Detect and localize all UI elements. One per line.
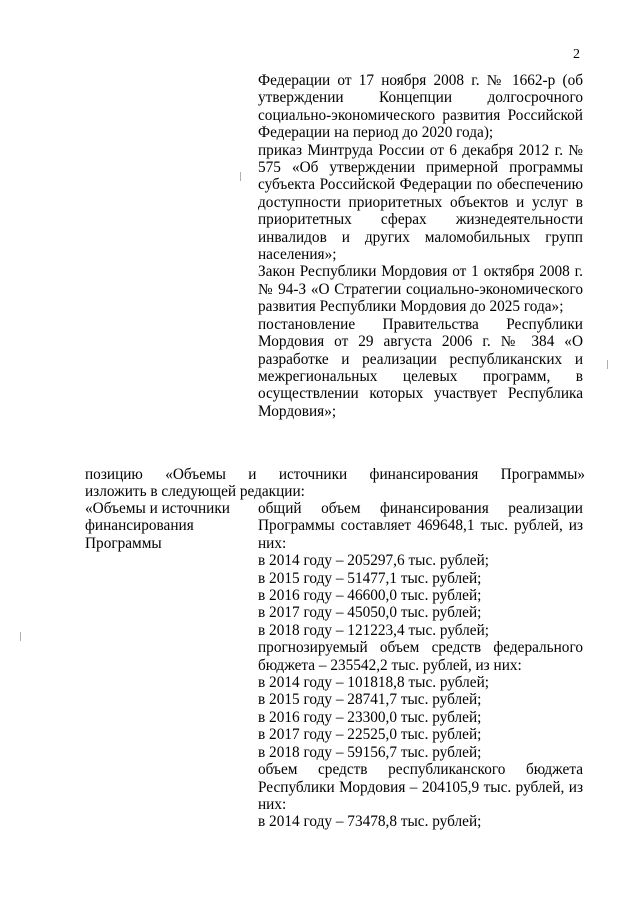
legal-basis-item: Закон Республики Мордовия от 1 октября 2008 г. № 94-З «О Стратегии социально-экономического развития Республики Мордовия до 2025 года»;	[258, 263, 583, 316]
financing-year-line: в 2014 году – 205297,6 тыс. рублей;	[258, 552, 490, 570]
financing-text	[258, 500, 583, 831]
intro-line: изложить в следующей редакции:	[85, 483, 305, 500]
financing-year-line: в 2018 году – 59156,7 тыс. рублей;	[258, 743, 482, 761]
financing-year-line: в 2017 году – 22525,0 тыс. рублей;	[258, 726, 482, 744]
financing-year-line: в 2016 году – 46600,0 тыс. рублей;	[258, 587, 482, 605]
financing-total: общий объем финансирования реализации Программы составляет 469648,1 тыс. рублей, из них:	[258, 500, 583, 552]
intro-line: позицию «Объемы и источники финансирования Программы»	[85, 466, 585, 483]
legal-basis-list	[258, 72, 583, 420]
page-number: 2	[573, 47, 580, 62]
scan-mark	[607, 360, 608, 369]
section-label: «Объемы и источники финансирования Программы	[85, 500, 230, 552]
financing-year-line: в 2014 году – 101818,8 тыс. рублей;	[258, 674, 490, 692]
financing-year-line: в 2015 году – 51477,1 тыс. рублей;	[258, 569, 482, 587]
legal-basis-item: Федерации от 17 ноября 2008 г. № 1662-р (об утверждении Концепции долгосрочного социально-экономического развития Российской Федерации на период до 2020 года);	[258, 72, 583, 142]
financing-republic: объем средств республиканского бюджета Республики Мордовия – 204105,9 тыс. рублей, из них:	[258, 761, 583, 813]
legal-basis-item: постановление Правительства Республики Мордовия от 29 августа 2006 г. № 384 «О разработке и реализации республиканских и межрегиональных целевых программ, в осуществлении которых участвует Республика Мордовия»;	[258, 315, 583, 420]
financing-year-line: в 2016 году – 23300,0 тыс. рублей;	[258, 708, 482, 726]
scan-mark	[240, 172, 241, 181]
financing-year-line: в 2018 году – 121223,4 тыс. рублей;	[258, 621, 490, 639]
financing-year-line: в 2014 году – 73478,8 тыс. рублей;	[258, 813, 482, 831]
legal-basis-item: приказ Минтруда России от 6 декабря 2012 г. № 575 «Об утверждении примерной программы субъекта Российской Федерации по обеспечению доступности приоритетных объектов и услуг в приоритетных сферах жизнедеятельности инвалидов и других маломобильных групп населения»;	[258, 141, 583, 264]
scan-mark	[20, 632, 21, 641]
financing-year-line: в 2017 году – 45050,0 тыс. рублей;	[258, 604, 482, 622]
financing-federal: прогнозируемый объем средств федерального бюджета – 235542,2 тыс. рублей, из них:	[258, 639, 583, 674]
financing-year-line: в 2015 году – 28741,7 тыс. рублей;	[258, 691, 482, 709]
